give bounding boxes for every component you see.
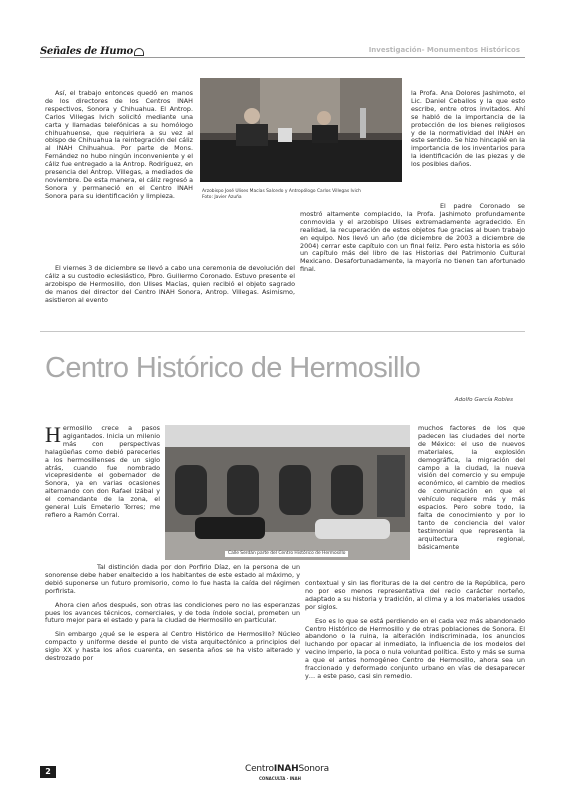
footer-brand-prefix: Centro [245, 764, 274, 774]
article-right-para-1: contextual y sin las florituras de la del centro de la República, pero no por eso menos representativa del recio carácter norteño, adaptado a su historia y tradición, al clima y a los materiales usados por siglos. [305, 579, 525, 611]
caption-line-2: Foto: Javier Azuña [202, 194, 242, 200]
header-rule [40, 57, 525, 58]
top-article-right-col-lower [300, 203, 525, 280]
caption-line-1: Arzobispo José Ulises Macías Salcedo y Antropólogo Carlos Villegas Ivich [202, 189, 361, 194]
article-right-col-upper [418, 425, 525, 558]
section-divider [40, 331, 525, 332]
article-para-3: Ahora cien años después, son otras las condiciones pero no las esperanzas pues los avances técnicos, comerciales, y de toda índole social, prometen un futuro mejor para el estado y para la ciudad de Hermosillo en particular. [45, 600, 300, 625]
footer-brand [245, 764, 329, 774]
article-right-para-2: Eso es lo que se está perdiendo en el cada vez más abandonado Centro Histórico de Hermosillo y de otras poblaciones de Sonora. El abandono o la ruina, la alteración indiscriminada, los anuncios luchando por opacar al inmediato, la influencia de los modelos del vecino imperio, la poca o nula voluntad política. Esto y más se suma a que el antes homogéneo Centro de Hermosillo, ahora sea un fraccionado y deformado conjunto urbano en vías de desaparecer y… a este paso, casi sin remedio. [305, 616, 525, 680]
article-para-2: Tal distinción dada por don Porfirio Díaz, en la persona de un sonorense debe haber enaltecido a los habitantes de este estado al máximo, y debió suponerse un futuro promisorio, como lo fue hasta la caída del régimen porfirista. [45, 563, 300, 595]
article-left-col-lower [45, 564, 300, 669]
footer-sub: CONACULTA · INAH [259, 776, 301, 781]
article-left-col [45, 422, 160, 520]
article-intro-text: ermosillo crece a pasos agigantados. Inicia un milenio más con perspectivas halagüeñas como debió parecerles a los hermosillenses de un siglo atrás, cuando fue nombrado vicepresidente el gobernador de Sonora, ya en varias ocasiones alternando con don Rafael Izábal y el comandante de la zona, el general Luis Emeterio Torres; me refiero a Ramón Corral. [45, 424, 160, 519]
article-author: Adolfo García Robles [454, 397, 513, 403]
article-para-4: Sin embargo ¿qué se le espera al Centro Histórico de Hermosillo? Núcleo compacto y uniforme desde el punto de vista arquitectónico a principios del siglo XX y hasta los años cuarenta, en sesenta años se ha visto alterado y destrozado por [45, 630, 300, 663]
page-number: 2 [40, 766, 56, 778]
section-label: Investigación- Monumentos Históricos [368, 46, 520, 54]
photo-street-caption: Calle Serdán parte del Centro Histórico de Hermosillo [225, 551, 348, 557]
article-right-para-top: muchos factores de los que padecen las ciudades del norte de México: el uso de nuevos materiales, la explosión demográfica, la migración del campo a la ciudad, la nueva visión del comercio y su empuje económico, el cambio de medios de comunicación en que el vehículo requiere más y más espacios. Pero sobre todo, la falta de conocimiento y por lo tanto de conciencia del valor testimonial que representa la arquitectura regional, básicamente [418, 424, 525, 551]
top-article-right-para-1: la Profa. Ana Dolores Jashimoto, el Lic. Daniel Ceballos y la que esto escribe, entre otros invitados. Ahí se habló de la importancia de la protección de los bienes religiosos y de la normatividad del INAH en este sentido. Se hizo hincapié en la importancia de los inventarios para la identificación de las piezas y de los posibles daños. [411, 89, 525, 169]
top-article-left-col-lower [45, 265, 295, 311]
top-article-para-1: Así, el trabajo entonces quedó en manos de los directores de los Centros INAH respectivos, Sonora y Chihuahua. El Antrop. Carlos Villegas Ivich solicitó mediante una carta y llamadas telefónicas a su homólogo chihuahuense, que requiriera a su vez al obispo de Chihuahua la reintegración del cáliz al INAH Chihuahua. Por parte de Mons. Fernández no hubo ningún inconveniente y el cáliz fue entregado a la Antrop. Rodríguez, en presencia del Antrop. Villegas, a mediados de noviembre. De esta manera, el cáliz regresó a Sonora y permaneció en el Centro INAH Sonora para su identificación y limpieza. [45, 90, 193, 200]
article-title: Centro Histórico de Hermosillo [45, 352, 421, 384]
photo-ceremony-image [200, 78, 402, 182]
top-article-para-2: El viernes 3 de diciembre se llevó a cabo una ceremonia de devolución del cáliz a su custodio eclesiástico, Pbro. Guillermo Coronado. Estuvo presente el arzobispo de Hermosillo, don Ulises Macías, quien recibió el objeto sagrado de manos del director del Centro INAH Sonora, Antrop. Villegas. Asimismo, asistieron al evento [45, 264, 295, 304]
photo-street-image [165, 425, 410, 560]
photo-ceremony [200, 78, 402, 182]
logo-text: Señales de Humo [40, 46, 133, 57]
footer-brand-bold: INAH [273, 764, 299, 774]
top-article-right-col-upper [411, 90, 525, 175]
photo-street [165, 425, 410, 560]
top-article-right-para-2: El padre Coronado se mostró altamente complacido, la Profa. Jashimoto profundamente conmovida y el arzobispo Ulises extremadamente agradecido. En realidad, la recuperación de estos objetos fue gracias al buen trabajo en equipo. Nos llevó un año (de diciembre de 2003 a diciembre de 2004) cerrar este capítulo con un final feliz. Pero esta historia es sólo un capítulo más del libro de las Historias del Patrimonio Cultural Mexicano. Desafortunadamente, la mayoría no tienen tan afortunado final. [300, 202, 525, 274]
article-right-col-lower [305, 580, 525, 687]
photo-ceremony-caption [202, 189, 402, 200]
smoke-icon [134, 48, 144, 56]
dropcap-letter: H [45, 422, 61, 447]
top-article-left-col-upper [45, 90, 193, 218]
footer-brand-suffix: Sonora [298, 764, 329, 774]
magazine-logo [40, 46, 144, 57]
article-intro [45, 422, 160, 520]
